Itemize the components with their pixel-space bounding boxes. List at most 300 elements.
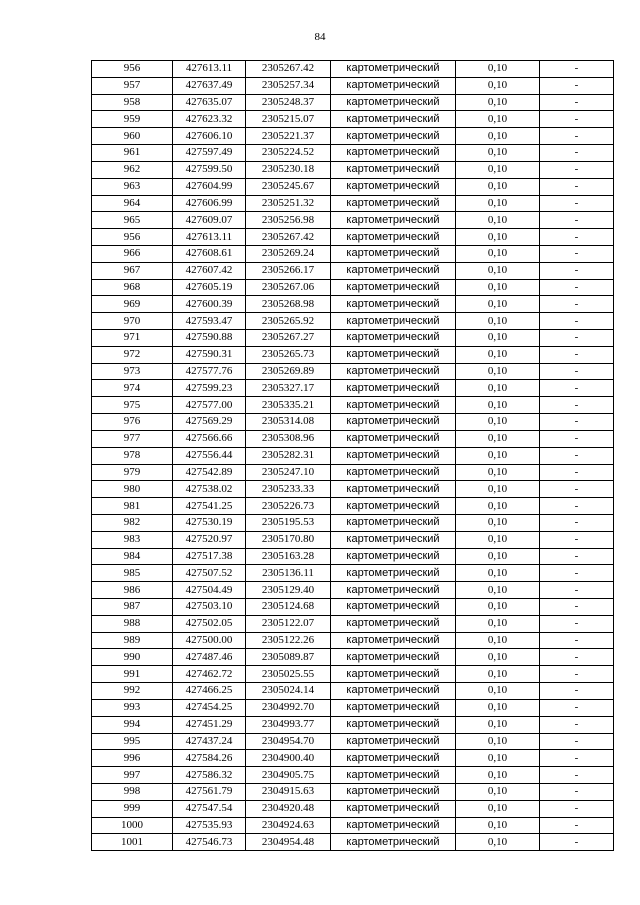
table-row <box>92 245 614 262</box>
y-coordinate-cell: 2305122.26 <box>246 632 331 649</box>
y-coordinate-cell: 2304954.70 <box>246 733 331 750</box>
method-cell: картометрический <box>331 212 456 229</box>
accuracy-cell: 0,10 <box>456 145 540 162</box>
method-cell: картометрический <box>331 464 456 481</box>
accuracy-cell: 0,10 <box>456 313 540 330</box>
point-number-cell: 963 <box>92 178 173 195</box>
accuracy-cell: 0,10 <box>456 346 540 363</box>
point-number-cell: 981 <box>92 498 173 515</box>
method-cell: картометрический <box>331 430 456 447</box>
x-coordinate-cell: 427577.00 <box>173 397 246 414</box>
table-row <box>92 632 614 649</box>
table-row <box>92 262 614 279</box>
method-cell: картометрический <box>331 296 456 313</box>
point-number-cell: 956 <box>92 229 173 246</box>
y-coordinate-cell: 2305124.68 <box>246 599 331 616</box>
method-cell: картометрический <box>331 548 456 565</box>
point-number-cell: 971 <box>92 330 173 347</box>
accuracy-cell: 0,10 <box>456 430 540 447</box>
method-cell: картометрический <box>331 716 456 733</box>
y-coordinate-cell: 2305163.28 <box>246 548 331 565</box>
y-coordinate-cell: 2305267.27 <box>246 330 331 347</box>
x-coordinate-cell: 427590.88 <box>173 330 246 347</box>
point-number-cell: 1001 <box>92 834 173 851</box>
y-coordinate-cell: 2305215.07 <box>246 111 331 128</box>
accuracy-cell: 0,10 <box>456 195 540 212</box>
x-coordinate-cell: 427502.05 <box>173 615 246 632</box>
accuracy-cell: 0,10 <box>456 683 540 700</box>
table-row <box>92 77 614 94</box>
accuracy-cell: 0,10 <box>456 615 540 632</box>
table-row <box>92 683 614 700</box>
x-coordinate-cell: 427535.93 <box>173 817 246 834</box>
accuracy-cell: 0,10 <box>456 481 540 498</box>
point-number-cell: 995 <box>92 733 173 750</box>
description-cell: - <box>540 380 614 397</box>
y-coordinate-cell: 2305267.42 <box>246 61 331 78</box>
coordinates-table-body <box>92 61 614 851</box>
x-coordinate-cell: 427466.25 <box>173 683 246 700</box>
point-number-cell: 990 <box>92 649 173 666</box>
point-number-cell: 983 <box>92 531 173 548</box>
method-cell: картометрический <box>331 666 456 683</box>
table-row <box>92 296 614 313</box>
table-row <box>92 380 614 397</box>
point-number-cell: 962 <box>92 161 173 178</box>
point-number-cell: 1000 <box>92 817 173 834</box>
accuracy-cell: 0,10 <box>456 414 540 431</box>
x-coordinate-cell: 427593.47 <box>173 313 246 330</box>
description-cell: - <box>540 363 614 380</box>
y-coordinate-cell: 2305224.52 <box>246 145 331 162</box>
table-row <box>92 212 614 229</box>
x-coordinate-cell: 427613.11 <box>173 61 246 78</box>
method-cell: картометрический <box>331 380 456 397</box>
point-number-cell: 972 <box>92 346 173 363</box>
y-coordinate-cell: 2305267.42 <box>246 229 331 246</box>
method-cell: картометрический <box>331 817 456 834</box>
accuracy-cell: 0,10 <box>456 245 540 262</box>
table-row <box>92 783 614 800</box>
x-coordinate-cell: 427546.73 <box>173 834 246 851</box>
point-number-cell: 989 <box>92 632 173 649</box>
description-cell: - <box>540 430 614 447</box>
point-number-cell: 999 <box>92 800 173 817</box>
accuracy-cell: 0,10 <box>456 632 540 649</box>
method-cell: картометрический <box>331 599 456 616</box>
description-cell: - <box>540 531 614 548</box>
method-cell: картометрический <box>331 229 456 246</box>
point-number-cell: 979 <box>92 464 173 481</box>
accuracy-cell: 0,10 <box>456 498 540 515</box>
x-coordinate-cell: 427608.61 <box>173 245 246 262</box>
description-cell: - <box>540 750 614 767</box>
point-number-cell: 992 <box>92 683 173 700</box>
coordinates-table <box>91 60 614 851</box>
point-number-cell: 961 <box>92 145 173 162</box>
point-number-cell: 959 <box>92 111 173 128</box>
description-cell: - <box>540 767 614 784</box>
accuracy-cell: 0,10 <box>456 262 540 279</box>
point-number-cell: 987 <box>92 599 173 616</box>
description-cell: - <box>540 834 614 851</box>
description-cell: - <box>540 716 614 733</box>
table-row <box>92 514 614 531</box>
description-cell: - <box>540 245 614 262</box>
description-cell: - <box>540 229 614 246</box>
x-coordinate-cell: 427569.29 <box>173 414 246 431</box>
accuracy-cell: 0,10 <box>456 296 540 313</box>
accuracy-cell: 0,10 <box>456 128 540 145</box>
description-cell: - <box>540 330 614 347</box>
x-coordinate-cell: 427487.46 <box>173 649 246 666</box>
description-cell: - <box>540 599 614 616</box>
method-cell: картометрический <box>331 834 456 851</box>
x-coordinate-cell: 427462.72 <box>173 666 246 683</box>
accuracy-cell: 0,10 <box>456 111 540 128</box>
description-cell: - <box>540 481 614 498</box>
y-coordinate-cell: 2305257.34 <box>246 77 331 94</box>
y-coordinate-cell: 2305314.08 <box>246 414 331 431</box>
x-coordinate-cell: 427542.89 <box>173 464 246 481</box>
accuracy-cell: 0,10 <box>456 447 540 464</box>
method-cell: картометрический <box>331 111 456 128</box>
method-cell: картометрический <box>331 615 456 632</box>
description-cell: - <box>540 498 614 515</box>
accuracy-cell: 0,10 <box>456 212 540 229</box>
accuracy-cell: 0,10 <box>456 783 540 800</box>
description-cell: - <box>540 397 614 414</box>
description-cell: - <box>540 145 614 162</box>
x-coordinate-cell: 427600.39 <box>173 296 246 313</box>
x-coordinate-cell: 427635.07 <box>173 94 246 111</box>
method-cell: картометрический <box>331 313 456 330</box>
point-number-cell: 960 <box>92 128 173 145</box>
method-cell: картометрический <box>331 783 456 800</box>
method-cell: картометрический <box>331 498 456 515</box>
x-coordinate-cell: 427566.66 <box>173 430 246 447</box>
method-cell: картометрический <box>331 683 456 700</box>
y-coordinate-cell: 2305025.55 <box>246 666 331 683</box>
x-coordinate-cell: 427517.38 <box>173 548 246 565</box>
table-row <box>92 548 614 565</box>
table-row <box>92 94 614 111</box>
x-coordinate-cell: 427606.10 <box>173 128 246 145</box>
x-coordinate-cell: 427584.26 <box>173 750 246 767</box>
table-row <box>92 346 614 363</box>
method-cell: картометрический <box>331 800 456 817</box>
description-cell: - <box>540 128 614 145</box>
description-cell: - <box>540 313 614 330</box>
accuracy-cell: 0,10 <box>456 649 540 666</box>
table-row <box>92 498 614 515</box>
y-coordinate-cell: 2305221.37 <box>246 128 331 145</box>
table-row <box>92 716 614 733</box>
table-row <box>92 447 614 464</box>
description-cell: - <box>540 262 614 279</box>
description-cell: - <box>540 514 614 531</box>
method-cell: картометрический <box>331 279 456 296</box>
point-number-cell: 997 <box>92 767 173 784</box>
y-coordinate-cell: 2305226.73 <box>246 498 331 515</box>
x-coordinate-cell: 427500.00 <box>173 632 246 649</box>
table-row <box>92 430 614 447</box>
y-coordinate-cell: 2304954.48 <box>246 834 331 851</box>
table-row <box>92 750 614 767</box>
x-coordinate-cell: 427541.25 <box>173 498 246 515</box>
x-coordinate-cell: 427613.11 <box>173 229 246 246</box>
table-row <box>92 61 614 78</box>
accuracy-cell: 0,10 <box>456 397 540 414</box>
method-cell: картометрический <box>331 161 456 178</box>
table-row <box>92 565 614 582</box>
y-coordinate-cell: 2305308.96 <box>246 430 331 447</box>
point-number-cell: 978 <box>92 447 173 464</box>
accuracy-cell: 0,10 <box>456 716 540 733</box>
description-cell: - <box>540 161 614 178</box>
x-coordinate-cell: 427520.97 <box>173 531 246 548</box>
method-cell: картометрический <box>331 245 456 262</box>
point-number-cell: 967 <box>92 262 173 279</box>
y-coordinate-cell: 2305233.33 <box>246 481 331 498</box>
method-cell: картометрический <box>331 262 456 279</box>
y-coordinate-cell: 2305195.53 <box>246 514 331 531</box>
y-coordinate-cell: 2305256.98 <box>246 212 331 229</box>
table-row <box>92 128 614 145</box>
accuracy-cell: 0,10 <box>456 161 540 178</box>
table-row <box>92 834 614 851</box>
accuracy-cell: 0,10 <box>456 548 540 565</box>
y-coordinate-cell: 2305247.10 <box>246 464 331 481</box>
table-row <box>92 800 614 817</box>
table-row <box>92 145 614 162</box>
point-number-cell: 988 <box>92 615 173 632</box>
table-row <box>92 111 614 128</box>
method-cell: картометрический <box>331 61 456 78</box>
method-cell: картометрический <box>331 195 456 212</box>
y-coordinate-cell: 2305245.67 <box>246 178 331 195</box>
point-number-cell: 976 <box>92 414 173 431</box>
method-cell: картометрический <box>331 514 456 531</box>
y-coordinate-cell: 2305266.17 <box>246 262 331 279</box>
x-coordinate-cell: 427454.25 <box>173 699 246 716</box>
table-row <box>92 313 614 330</box>
x-coordinate-cell: 427586.32 <box>173 767 246 784</box>
point-number-cell: 968 <box>92 279 173 296</box>
table-row <box>92 464 614 481</box>
method-cell: картометрический <box>331 481 456 498</box>
y-coordinate-cell: 2305122.07 <box>246 615 331 632</box>
x-coordinate-cell: 427605.19 <box>173 279 246 296</box>
y-coordinate-cell: 2304920.48 <box>246 800 331 817</box>
table-row <box>92 481 614 498</box>
point-number-cell: 975 <box>92 397 173 414</box>
description-cell: - <box>540 548 614 565</box>
point-number-cell: 970 <box>92 313 173 330</box>
y-coordinate-cell: 2305129.40 <box>246 582 331 599</box>
x-coordinate-cell: 427609.07 <box>173 212 246 229</box>
y-coordinate-cell: 2305251.32 <box>246 195 331 212</box>
y-coordinate-cell: 2305265.73 <box>246 346 331 363</box>
table-row <box>92 178 614 195</box>
point-number-cell: 965 <box>92 212 173 229</box>
point-number-cell: 956 <box>92 61 173 78</box>
table-row <box>92 817 614 834</box>
accuracy-cell: 0,10 <box>456 767 540 784</box>
x-coordinate-cell: 427451.29 <box>173 716 246 733</box>
description-cell: - <box>540 77 614 94</box>
method-cell: картометрический <box>331 414 456 431</box>
y-coordinate-cell: 2305230.18 <box>246 161 331 178</box>
x-coordinate-cell: 427607.42 <box>173 262 246 279</box>
x-coordinate-cell: 427623.32 <box>173 111 246 128</box>
table-row <box>92 767 614 784</box>
x-coordinate-cell: 427637.49 <box>173 77 246 94</box>
table-row <box>92 397 614 414</box>
accuracy-cell: 0,10 <box>456 599 540 616</box>
point-number-cell: 986 <box>92 582 173 599</box>
point-number-cell: 969 <box>92 296 173 313</box>
accuracy-cell: 0,10 <box>456 178 540 195</box>
table-row <box>92 330 614 347</box>
y-coordinate-cell: 2305248.37 <box>246 94 331 111</box>
point-number-cell: 998 <box>92 783 173 800</box>
y-coordinate-cell: 2305269.89 <box>246 363 331 380</box>
method-cell: картометрический <box>331 632 456 649</box>
point-number-cell: 996 <box>92 750 173 767</box>
y-coordinate-cell: 2305327.17 <box>246 380 331 397</box>
method-cell: картометрический <box>331 330 456 347</box>
table-row <box>92 666 614 683</box>
y-coordinate-cell: 2304915.63 <box>246 783 331 800</box>
accuracy-cell: 0,10 <box>456 699 540 716</box>
accuracy-cell: 0,10 <box>456 464 540 481</box>
method-cell: картометрический <box>331 750 456 767</box>
point-number-cell: 973 <box>92 363 173 380</box>
y-coordinate-cell: 2305170.80 <box>246 531 331 548</box>
y-coordinate-cell: 2304993.77 <box>246 716 331 733</box>
point-number-cell: 991 <box>92 666 173 683</box>
description-cell: - <box>540 800 614 817</box>
accuracy-cell: 0,10 <box>456 582 540 599</box>
x-coordinate-cell: 427577.76 <box>173 363 246 380</box>
y-coordinate-cell: 2305265.92 <box>246 313 331 330</box>
x-coordinate-cell: 427538.02 <box>173 481 246 498</box>
accuracy-cell: 0,10 <box>456 531 540 548</box>
accuracy-cell: 0,10 <box>456 94 540 111</box>
method-cell: картометрический <box>331 733 456 750</box>
x-coordinate-cell: 427606.99 <box>173 195 246 212</box>
x-coordinate-cell: 427561.79 <box>173 783 246 800</box>
method-cell: картометрический <box>331 649 456 666</box>
description-cell: - <box>540 111 614 128</box>
x-coordinate-cell: 427547.54 <box>173 800 246 817</box>
description-cell: - <box>540 699 614 716</box>
table-row <box>92 733 614 750</box>
point-number-cell: 984 <box>92 548 173 565</box>
y-coordinate-cell: 2304992.70 <box>246 699 331 716</box>
method-cell: картометрический <box>331 94 456 111</box>
method-cell: картометрический <box>331 178 456 195</box>
y-coordinate-cell: 2305136.11 <box>246 565 331 582</box>
y-coordinate-cell: 2305024.14 <box>246 683 331 700</box>
description-cell: - <box>540 346 614 363</box>
table-row <box>92 414 614 431</box>
description-cell: - <box>540 447 614 464</box>
x-coordinate-cell: 427556.44 <box>173 447 246 464</box>
description-cell: - <box>540 565 614 582</box>
description-cell: - <box>540 178 614 195</box>
table-row <box>92 229 614 246</box>
y-coordinate-cell: 2304905.75 <box>246 767 331 784</box>
description-cell: - <box>540 582 614 599</box>
accuracy-cell: 0,10 <box>456 61 540 78</box>
y-coordinate-cell: 2305267.06 <box>246 279 331 296</box>
description-cell: - <box>540 733 614 750</box>
method-cell: картометрический <box>331 363 456 380</box>
accuracy-cell: 0,10 <box>456 733 540 750</box>
y-coordinate-cell: 2305282.31 <box>246 447 331 464</box>
description-cell: - <box>540 94 614 111</box>
accuracy-cell: 0,10 <box>456 229 540 246</box>
accuracy-cell: 0,10 <box>456 514 540 531</box>
accuracy-cell: 0,10 <box>456 380 540 397</box>
method-cell: картометрический <box>331 699 456 716</box>
x-coordinate-cell: 427437.24 <box>173 733 246 750</box>
y-coordinate-cell: 2304900.40 <box>246 750 331 767</box>
point-number-cell: 994 <box>92 716 173 733</box>
description-cell: - <box>540 296 614 313</box>
description-cell: - <box>540 414 614 431</box>
method-cell: картометрический <box>331 531 456 548</box>
accuracy-cell: 0,10 <box>456 834 540 851</box>
point-number-cell: 957 <box>92 77 173 94</box>
point-number-cell: 974 <box>92 380 173 397</box>
accuracy-cell: 0,10 <box>456 279 540 296</box>
description-cell: - <box>540 683 614 700</box>
page-number: 84 <box>314 31 326 43</box>
method-cell: картометрический <box>331 565 456 582</box>
description-cell: - <box>540 279 614 296</box>
table-row <box>92 615 614 632</box>
table-row <box>92 531 614 548</box>
accuracy-cell: 0,10 <box>456 750 540 767</box>
description-cell: - <box>540 615 614 632</box>
x-coordinate-cell: 427597.49 <box>173 145 246 162</box>
point-number-cell: 964 <box>92 195 173 212</box>
accuracy-cell: 0,10 <box>456 666 540 683</box>
point-number-cell: 966 <box>92 245 173 262</box>
description-cell: - <box>540 632 614 649</box>
x-coordinate-cell: 427590.31 <box>173 346 246 363</box>
table-row <box>92 582 614 599</box>
x-coordinate-cell: 427504.49 <box>173 582 246 599</box>
y-coordinate-cell: 2305335.21 <box>246 397 331 414</box>
description-cell: - <box>540 649 614 666</box>
description-cell: - <box>540 195 614 212</box>
description-cell: - <box>540 61 614 78</box>
method-cell: картометрический <box>331 145 456 162</box>
y-coordinate-cell: 2304924.63 <box>246 817 331 834</box>
description-cell: - <box>540 783 614 800</box>
point-number-cell: 977 <box>92 430 173 447</box>
method-cell: картометрический <box>331 128 456 145</box>
x-coordinate-cell: 427604.99 <box>173 178 246 195</box>
accuracy-cell: 0,10 <box>456 363 540 380</box>
y-coordinate-cell: 2305268.98 <box>246 296 331 313</box>
x-coordinate-cell: 427530.19 <box>173 514 246 531</box>
method-cell: картометрический <box>331 346 456 363</box>
